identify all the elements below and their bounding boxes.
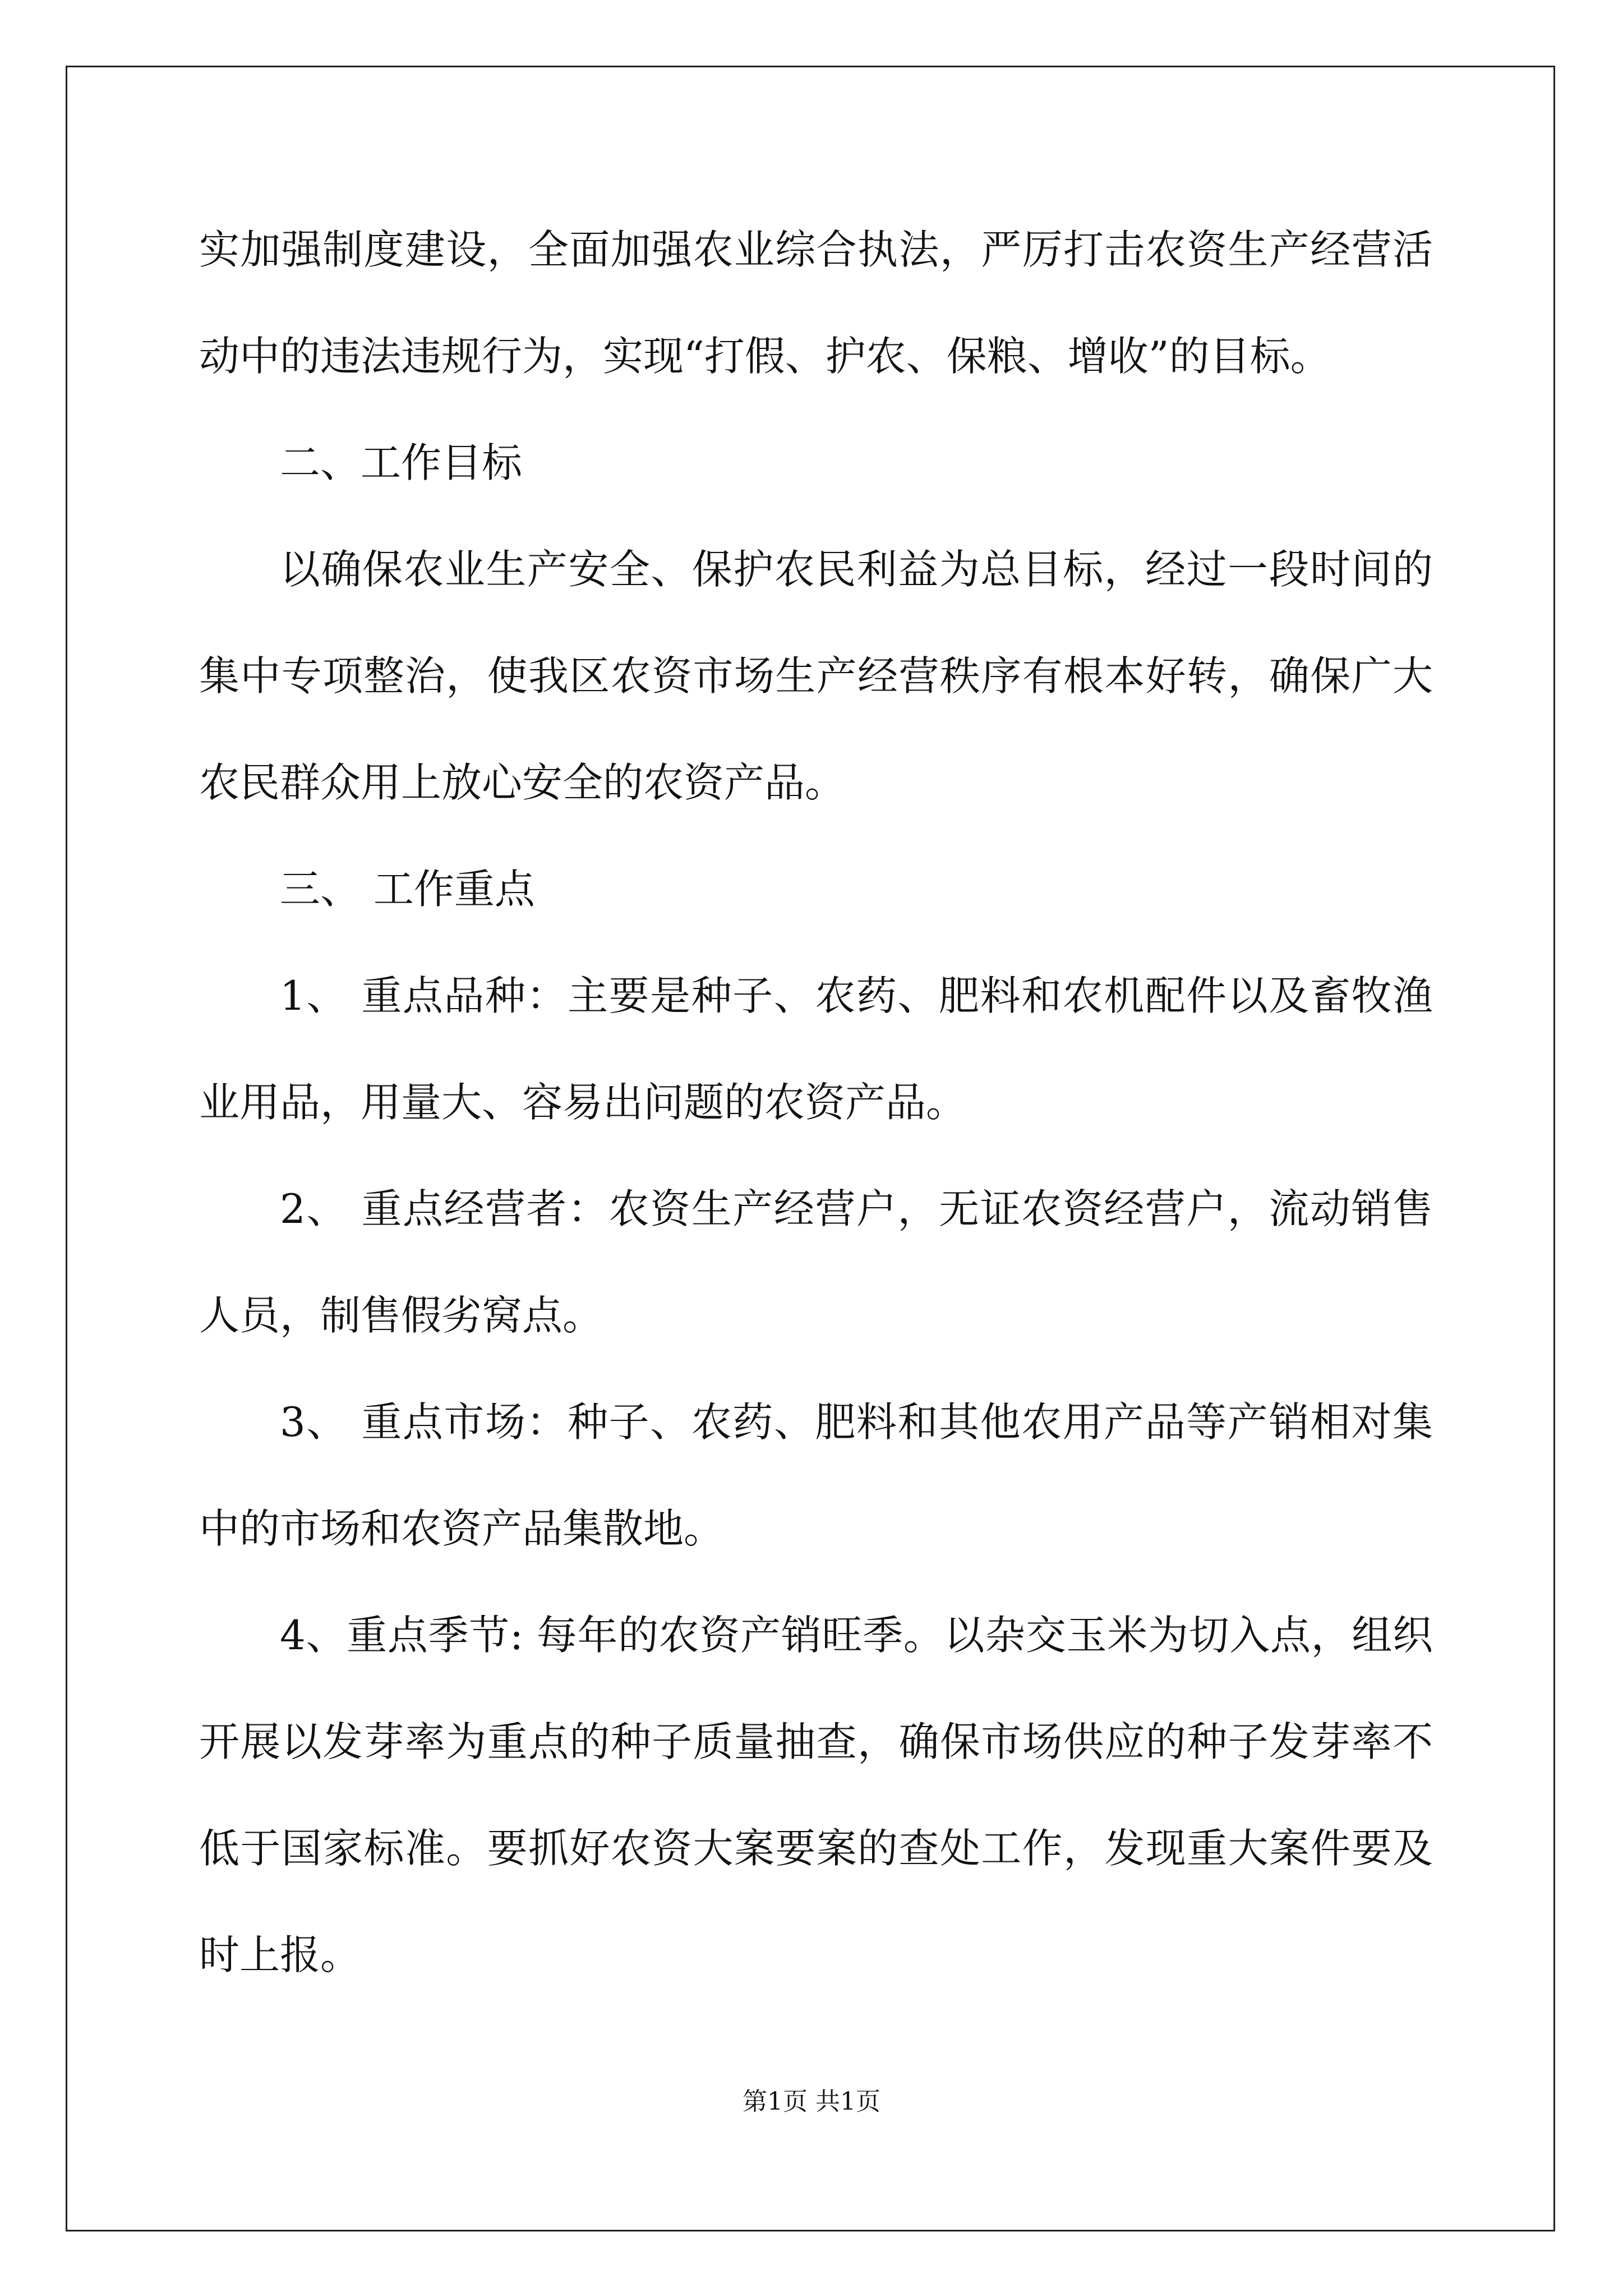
section-heading: 二、工作目标 bbox=[280, 439, 523, 486]
list-item-line: 4、重点季节: 每年的农资产销旺季。以杂交玉米为切入点，组织 bbox=[280, 1612, 1433, 1659]
document-body bbox=[199, 196, 1433, 2008]
list-item-line: 业用品，用量大、容易出问题的农资产品。 bbox=[199, 1079, 967, 1126]
paragraph-line: 集中专项整治，使我区农资市场生产经营秩序有根本好转，确保广大 bbox=[199, 652, 1433, 700]
paragraph-line: 农民群众用上放心安全的农资产品。 bbox=[199, 759, 846, 806]
paragraph-line: 实加强制度建设，全面加强农业综合执法，严厉打击农资生产经营活 bbox=[199, 226, 1433, 273]
list-item-line: 2、 重点经营者：农资生产经营户，无证农资经营户，流动销售 bbox=[280, 1185, 1433, 1232]
list-item-line: 开展以发芽率为重点的种子质量抽查，确保市场供应的种子发芽率不 bbox=[199, 1718, 1433, 1765]
list-item-line: 低于国家标准。要抓好农资大案要案的查处工作，发现重大案件要及 bbox=[199, 1825, 1433, 1872]
list-item-line: 人员，制售假劣窝点。 bbox=[199, 1292, 603, 1339]
list-item-line: 时上报。 bbox=[199, 1931, 361, 1978]
list-item-line: 1、 重点品种：主要是种子、农药、肥料和农机配件以及畜牧渔 bbox=[280, 972, 1433, 1019]
paragraph-line: 动中的违法违规行为，实现“打假、护农、保粮、增收”的目标。 bbox=[199, 333, 1331, 380]
page-footer bbox=[0, 2081, 1623, 2117]
page-number-label: 第1页 共1页 bbox=[743, 2087, 880, 2116]
list-item-line: 中的市场和农资产品集散地。 bbox=[199, 1505, 725, 1552]
paragraph-line: 以确保农业生产安全、保护农民利益为总目标，经过一段时间的 bbox=[280, 546, 1433, 593]
list-item-line: 3、 重点市场：种子、农药、肥料和其他农用产品等产销相对集 bbox=[280, 1398, 1433, 1446]
section-heading: 三、 工作重点 bbox=[280, 866, 535, 913]
